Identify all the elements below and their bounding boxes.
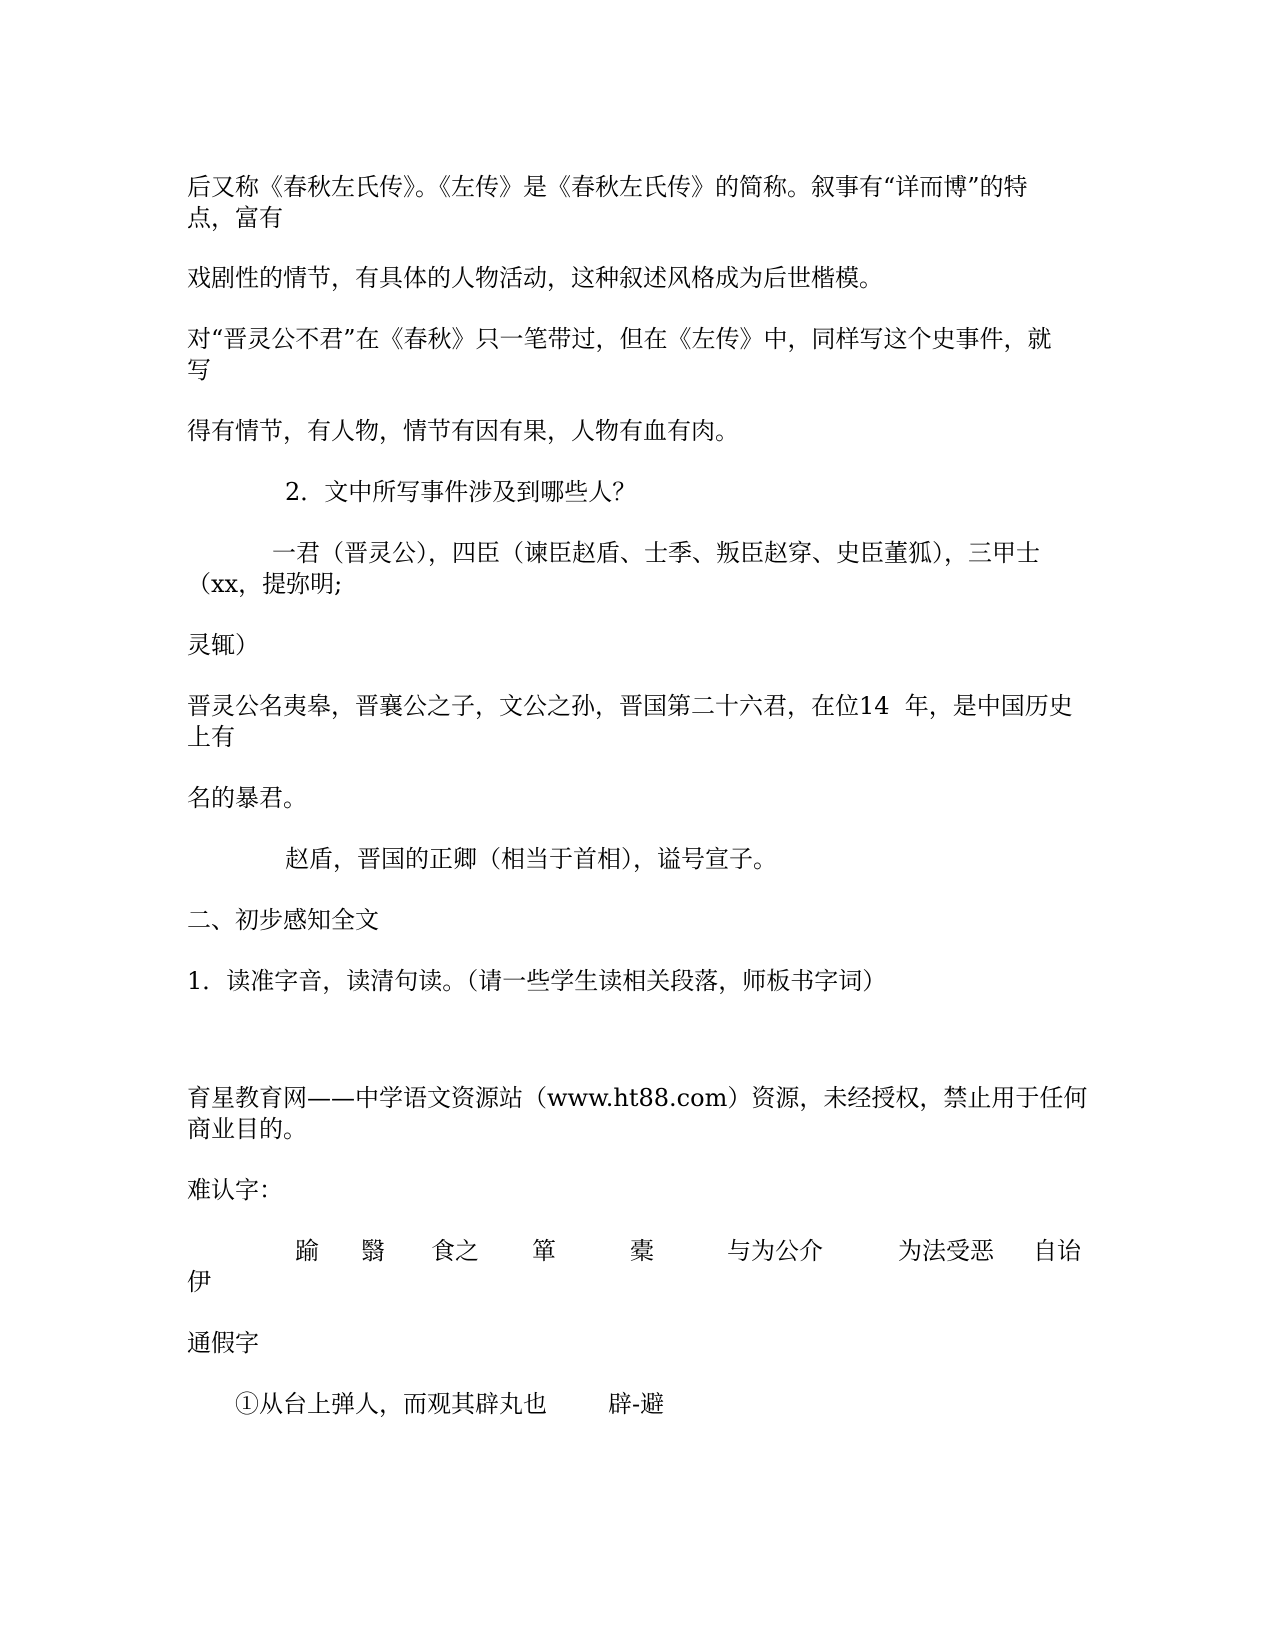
jin-linggong-line-2: 上有: [187, 723, 235, 751]
hard-word: 橐: [630, 1237, 654, 1265]
hard-word: 伊: [187, 1268, 211, 1296]
jin-linggong-line-1: 晋灵公名夷皋，晋襄公之子，文公之孙，晋国第二十六君，在位14 年，是中国历史: [187, 692, 1073, 720]
paragraph-4: 得有情节，有人物，情节有因有果，人物有血有肉。: [187, 417, 739, 445]
reading-task-1: 1．读准字音，读清句读。（请一些学生读相关段落，师板书字词）: [187, 967, 887, 995]
jin-linggong-line-3: 名的暴君。: [187, 784, 307, 812]
hard-word: 自诒: [1033, 1237, 1081, 1265]
hard-words-label: 难认字：: [187, 1176, 283, 1204]
hard-word: 箪: [532, 1237, 556, 1265]
zhao-dun: 赵盾，晋国的正卿（相当于首相），谥号宣子。: [285, 845, 777, 873]
paragraph-1-line-1: 后又称《春秋左氏传》。《左传》是《春秋左氏传》的简称。叙事有“详而博”的特: [187, 173, 1028, 201]
hard-word: 食之: [431, 1237, 479, 1265]
hard-word: 翳: [361, 1237, 385, 1265]
hard-word: 与为公介: [727, 1237, 823, 1265]
answer-2-line-2: （xx，提弥明;: [187, 570, 343, 598]
hard-word: 踰: [295, 1237, 319, 1265]
answer-2-line-3: 灵辄）: [187, 631, 259, 659]
paragraph-1-line-2: 点，富有: [187, 204, 283, 232]
question-2: 2．文中所写事件涉及到哪些人？: [285, 478, 637, 506]
hard-word: 为法受恶: [898, 1237, 994, 1265]
tongjia-item-1: ①从台上弹人，而观其辟丸也 辟-避: [235, 1390, 665, 1418]
source-notice-line-2: 商业目的。: [187, 1115, 307, 1143]
paragraph-2: 戏剧性的情节，有具体的人物活动，这种叙述风格成为后世楷模。: [187, 264, 883, 292]
paragraph-3-line-1: 对“晋灵公不君”在《春秋》只一笔带过，但在《左传》中，同样写这个史事件，就: [187, 325, 1052, 353]
paragraph-3-line-2: 写: [187, 356, 211, 384]
hard-words-list: [187, 1236, 1087, 1300]
answer-2-line-1: 一君（晋灵公），四臣（谏臣赵盾、士季、叛臣赵穿、史臣董狐），三甲士: [272, 539, 1040, 567]
source-notice-line-1: 育星教育网——中学语文资源站（www.ht88.com）资源，未经授权，禁止用于任何: [187, 1084, 1088, 1112]
tongjia-label: 通假字: [187, 1329, 259, 1357]
section-2-heading: 二、初步感知全文: [187, 906, 379, 934]
